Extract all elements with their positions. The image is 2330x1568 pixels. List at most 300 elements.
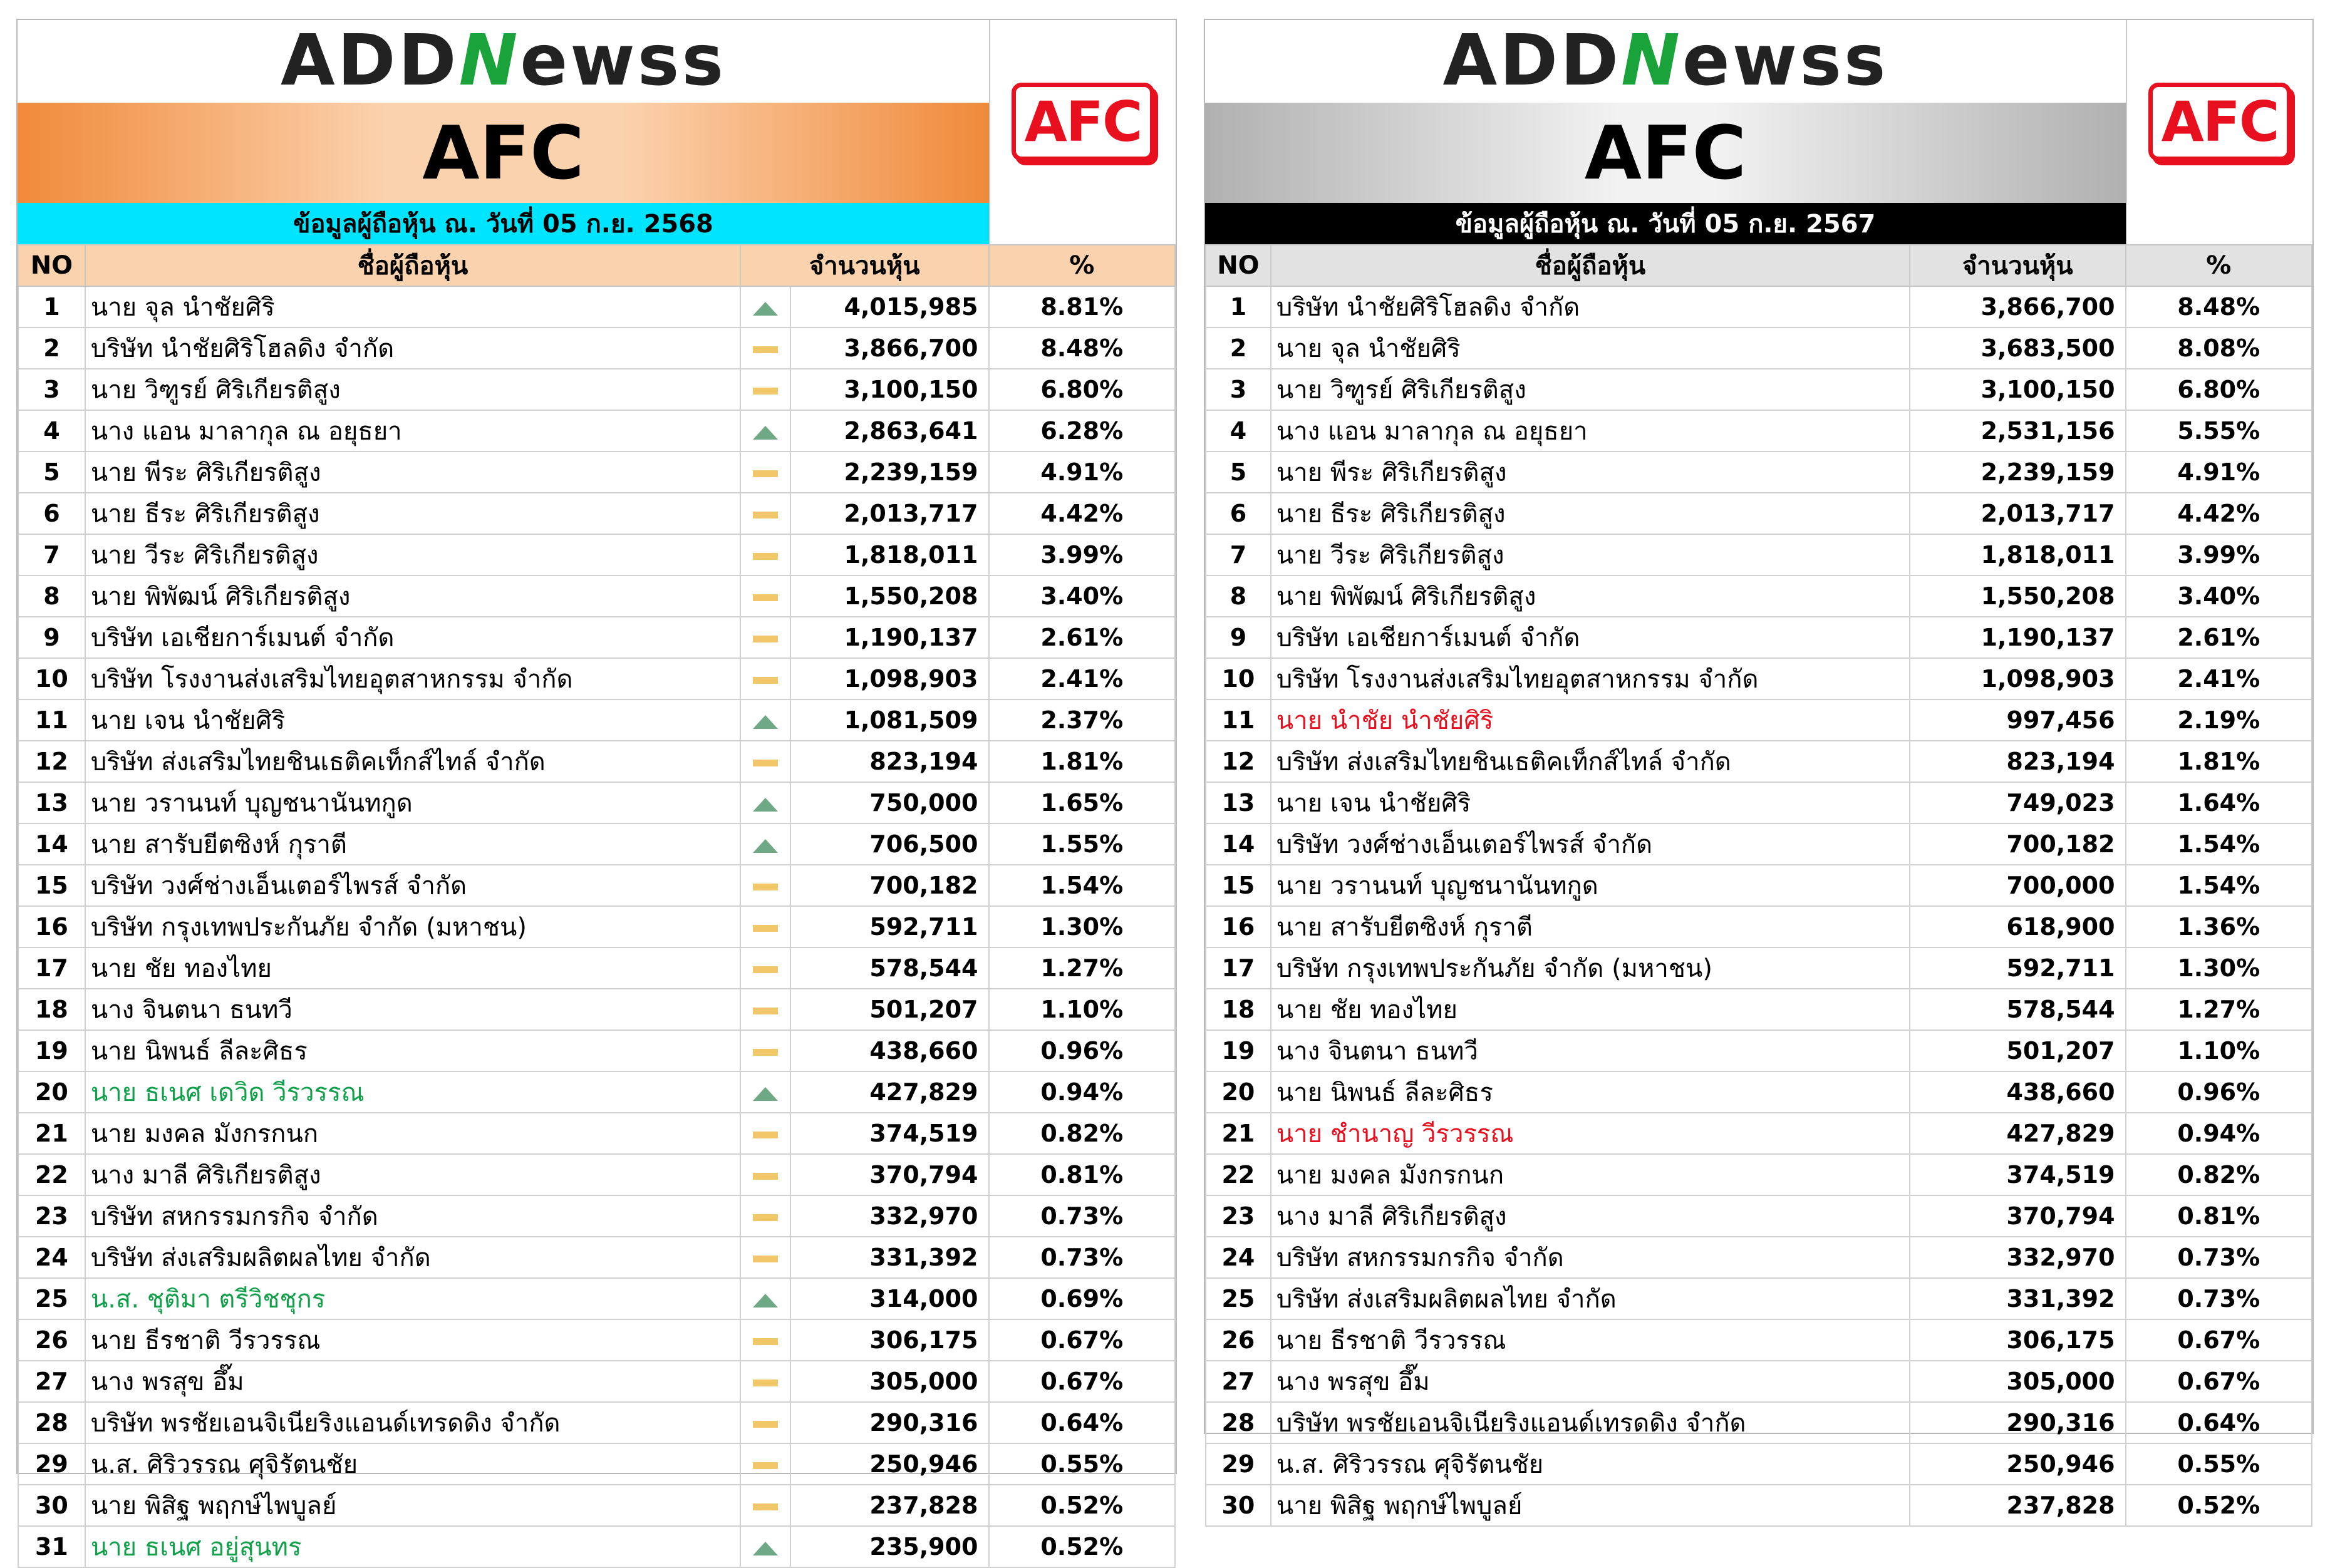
shareholder-name: นาย นิพนธ์ ลีละศิธร (1271, 1071, 1910, 1113)
shareholder-name: นาย นิพนธ์ ลีละศิธร (85, 1030, 740, 1071)
shareholder-name: นาง มาลี ศิริเกียรติสูง (85, 1154, 740, 1195)
table-row (1206, 1030, 2312, 1071)
trend-cell (740, 493, 790, 534)
trend-unchanged-icon (753, 346, 778, 353)
table-row (18, 575, 1175, 617)
share-count: 2,863,641 (790, 410, 989, 451)
table-row (1206, 823, 2312, 865)
share-count: 3,100,150 (790, 369, 989, 410)
table-row (18, 1071, 1175, 1113)
row-number: 18 (1206, 989, 1271, 1030)
row-number: 25 (1206, 1278, 1271, 1319)
trend-unchanged-icon (753, 1421, 778, 1428)
trend-unchanged-icon (753, 1380, 778, 1386)
share-count: 305,000 (790, 1361, 989, 1402)
table-row (18, 906, 1175, 947)
table-row (18, 1402, 1175, 1443)
share-percent: 0.82% (989, 1113, 1176, 1154)
share-count: 823,194 (790, 741, 989, 782)
shareholder-name: นาย เจน นำชัยศิริ (1271, 782, 1910, 823)
share-count: 331,392 (790, 1237, 989, 1278)
table-row (18, 1030, 1175, 1071)
header-shares: จำนวนหุ้น (1910, 245, 2126, 286)
trend-unchanged-icon (753, 925, 778, 932)
trend-cell (740, 865, 790, 906)
table-row (1206, 741, 2312, 782)
row-number: 25 (18, 1278, 85, 1319)
trend-cell (740, 1237, 790, 1278)
share-count: 1,818,011 (1910, 534, 2126, 575)
share-count: 1,190,137 (790, 617, 989, 658)
shareholder-name: น.ส. ชุติมา ตรีวิชชุกร (85, 1278, 740, 1319)
trend-cell (740, 534, 790, 575)
shareholder-name: นาง พรสุข อึ๊ม (1271, 1361, 1910, 1402)
shareholder-name: นาย วีระ ศิริเกียรติสูง (1271, 534, 1910, 575)
afc-badge-cell (989, 20, 1176, 244)
shareholder-name: นาย ธีรชาติ วีรวรรณ (1271, 1319, 1910, 1361)
trend-unchanged-icon (753, 1132, 778, 1138)
table-row (1206, 1402, 2312, 1443)
row-number: 11 (1206, 699, 1271, 741)
share-count: 374,519 (1910, 1154, 2126, 1195)
row-number: 1 (18, 286, 85, 328)
row-number: 12 (1206, 741, 1271, 782)
row-number: 27 (1206, 1361, 1271, 1402)
table-row (18, 328, 1175, 369)
shareholder-name: นาย มงคล มังกรกนก (85, 1113, 740, 1154)
table-row (1206, 658, 2312, 699)
shareholder-name: นาย วีระ ศิริเกียรติสูง (85, 534, 740, 575)
share-count: 750,000 (790, 782, 989, 823)
shareholder-name: นาย พิสิฐ พฤกษ์ไพบูลย์ (85, 1485, 740, 1526)
table-row (18, 1526, 1175, 1567)
shareholder-name: นาย ธีระ ศิริเกียรติสูง (85, 493, 740, 534)
share-percent: 6.28% (989, 410, 1176, 451)
share-percent: 1.54% (989, 865, 1176, 906)
share-percent: 0.52% (989, 1526, 1176, 1567)
trend-cell (740, 947, 790, 989)
shareholder-name: บริษัท กรุงเทพประกันภัย จำกัด (มหาชน) (85, 906, 740, 947)
share-percent: 0.67% (989, 1361, 1176, 1402)
trend-cell (740, 1030, 790, 1071)
table-row (18, 658, 1175, 699)
header-shares: จำนวนหุ้น (740, 245, 989, 286)
trend-up-icon (753, 1542, 778, 1555)
shareholder-name: น.ส. ศิริวรรณ ศุจิรัตนชัย (1271, 1443, 1910, 1485)
trend-cell (740, 1195, 790, 1237)
share-count: 3,866,700 (1910, 286, 2126, 328)
shareholder-name: นาย พิพัฒน์ ศิริเกียรติสูง (85, 575, 740, 617)
table-header-row (18, 245, 1175, 286)
share-percent: 0.82% (2126, 1154, 2312, 1195)
shareholder-name: นาย สารับยีตซิงห์ กุราตี (1271, 906, 1910, 947)
header-pct: % (989, 245, 1176, 286)
share-percent: 1.10% (2126, 1030, 2312, 1071)
shareholder-name: นาย ธเนศ เดวิด วีรวรรณ (85, 1071, 740, 1113)
share-count: 374,519 (790, 1113, 989, 1154)
row-number: 2 (18, 328, 85, 369)
share-percent: 2.37% (989, 699, 1176, 741)
table-row (18, 493, 1175, 534)
table-row (18, 410, 1175, 451)
table-row (1206, 1361, 2312, 1402)
shareholder-name: นาง มาลี ศิริเกียรติสูง (1271, 1195, 1910, 1237)
share-count: 290,316 (1910, 1402, 2126, 1443)
row-number: 16 (18, 906, 85, 947)
table-row (18, 1361, 1175, 1402)
share-count: 1,550,208 (790, 575, 989, 617)
share-count: 4,015,985 (790, 286, 989, 328)
share-percent: 3.99% (2126, 534, 2312, 575)
row-number: 24 (1206, 1237, 1271, 1278)
shareholder-name: นาง จินตนา ธนทวี (85, 989, 740, 1030)
row-number: 4 (1206, 410, 1271, 451)
share-count: 306,175 (1910, 1319, 2126, 1361)
table-row (18, 823, 1175, 865)
table-row (1206, 989, 2312, 1030)
table-row (1206, 1237, 2312, 1278)
row-number: 22 (1206, 1154, 1271, 1195)
shareholder-name: นาย นำชัย นำชัยศิริ (1271, 699, 1910, 741)
share-percent: 3.40% (989, 575, 1176, 617)
header-no: NO (18, 245, 85, 286)
share-count: 1,098,903 (1910, 658, 2126, 699)
trend-cell (740, 410, 790, 451)
shareholder-name: บริษัท นำชัยศิริโฮลดิง จำกัด (85, 328, 740, 369)
row-number: 9 (18, 617, 85, 658)
share-percent: 1.54% (2126, 823, 2312, 865)
trend-cell (740, 1402, 790, 1443)
table-row (1206, 286, 2312, 328)
trend-unchanged-icon (753, 966, 778, 973)
share-percent: 1.64% (2126, 782, 2312, 823)
shareholder-name: บริษัท สหกรรมกรกิจ จำกัด (1271, 1237, 1910, 1278)
row-number: 7 (1206, 534, 1271, 575)
table-row (1206, 1071, 2312, 1113)
trend-unchanged-icon (753, 594, 778, 601)
share-percent: 0.64% (989, 1402, 1176, 1443)
trend-up-icon (753, 715, 778, 729)
share-count: 370,794 (790, 1154, 989, 1195)
share-count: 618,900 (1910, 906, 2126, 947)
date-banner (1205, 203, 2126, 244)
trend-cell (740, 1361, 790, 1402)
table-row (18, 1154, 1175, 1195)
row-number: 23 (1206, 1195, 1271, 1237)
trend-cell (740, 617, 790, 658)
shareholder-name: นาย ธีระ ศิริเกียรติสูง (1271, 493, 1910, 534)
shareholder-name: บริษัท เอเชียการ์เมนต์ จำกัด (1271, 617, 1910, 658)
row-number: 23 (18, 1195, 85, 1237)
trend-cell (740, 286, 790, 328)
row-number: 20 (18, 1071, 85, 1113)
shareholder-name: นาย วิฑูรย์ ศิริเกียรติสูง (1271, 369, 1910, 410)
trend-unchanged-icon (753, 1338, 778, 1345)
row-number: 26 (1206, 1319, 1271, 1361)
table-header-row (1206, 245, 2312, 286)
share-count: 235,900 (790, 1526, 989, 1567)
shareholder-name: บริษัท ส่งเสริมไทยชินเธติคเท็กส์ไทล์ จำกัด (1271, 741, 1910, 782)
trend-cell (740, 1278, 790, 1319)
shareholder-name: นาย สารับยีตซิงห์ กุราตี (85, 823, 740, 865)
row-number: 12 (18, 741, 85, 782)
shareholder-table-2568 (18, 244, 1176, 1568)
share-count: 250,946 (790, 1443, 989, 1485)
row-number: 24 (18, 1237, 85, 1278)
share-percent: 0.67% (989, 1319, 1176, 1361)
share-percent: 0.55% (2126, 1443, 2312, 1485)
share-percent: 6.80% (989, 369, 1176, 410)
row-number: 7 (18, 534, 85, 575)
share-percent: 4.42% (2126, 493, 2312, 534)
trend-unchanged-icon (753, 470, 778, 477)
share-count: 290,316 (790, 1402, 989, 1443)
share-count: 3,866,700 (790, 328, 989, 369)
header-name: ชื่อผู้ถือหุ้น (85, 245, 740, 286)
row-number: 5 (1206, 451, 1271, 493)
shareholder-name: บริษัท สหกรรมกรกิจ จำกัด (85, 1195, 740, 1237)
shareholder-name: นาย จุล นำชัยศิริ (85, 286, 740, 328)
share-percent: 0.67% (2126, 1319, 2312, 1361)
trend-unchanged-icon (753, 1214, 778, 1221)
table-row (1206, 1485, 2312, 1526)
shareholder-name: นาง จินตนา ธนทวี (1271, 1030, 1910, 1071)
row-number: 28 (18, 1402, 85, 1443)
trend-cell (740, 699, 790, 741)
row-number: 3 (18, 369, 85, 410)
table-row (1206, 1278, 2312, 1319)
row-number: 16 (1206, 906, 1271, 947)
logo-text-n: N (458, 20, 520, 101)
share-percent: 0.73% (989, 1237, 1176, 1278)
trend-unchanged-icon (753, 553, 778, 560)
addnewss-logo (1205, 20, 2126, 101)
row-number: 5 (18, 451, 85, 493)
table-row (1206, 410, 2312, 451)
table-row (1206, 617, 2312, 658)
row-number: 18 (18, 989, 85, 1030)
share-count: 501,207 (790, 989, 989, 1030)
shareholder-name: บริษัท วงศ์ช่างเอ็นเตอร์ไพรส์ จำกัด (1271, 823, 1910, 865)
trend-unchanged-icon (753, 388, 778, 395)
trend-up-icon (753, 1087, 778, 1101)
share-count: 314,000 (790, 1278, 989, 1319)
share-count: 1,550,208 (1910, 575, 2126, 617)
logo-text-n: N (1621, 20, 1682, 101)
shareholder-name: บริษัท พรชัยเอนจิเนียริงแอนด์เทรดดิง จำกัด (85, 1402, 740, 1443)
shareholder-name: นาย มงคล มังกรกนก (1271, 1154, 1910, 1195)
share-percent: 6.80% (2126, 369, 2312, 410)
table-row (18, 369, 1175, 410)
share-percent: 1.27% (989, 947, 1176, 989)
row-number: 28 (1206, 1402, 1271, 1443)
row-number: 21 (1206, 1113, 1271, 1154)
share-percent: 1.81% (989, 741, 1176, 782)
table-row (18, 1195, 1175, 1237)
table-row (1206, 493, 2312, 534)
share-count: 1,098,903 (790, 658, 989, 699)
afc-badge (1012, 83, 1155, 161)
share-percent: 0.73% (2126, 1278, 2312, 1319)
trend-cell (740, 823, 790, 865)
share-count: 438,660 (790, 1030, 989, 1071)
trend-cell (740, 575, 790, 617)
share-percent: 8.81% (989, 286, 1176, 328)
shareholder-name: บริษัท ส่งเสริมไทยชินเธติคเท็กส์ไทล์ จำกัด (85, 741, 740, 782)
trend-cell (740, 1154, 790, 1195)
share-count: 1,190,137 (1910, 617, 2126, 658)
share-count: 331,392 (1910, 1278, 2126, 1319)
share-count: 578,544 (1910, 989, 2126, 1030)
ticker-banner (18, 103, 989, 203)
shareholder-name: บริษัท นำชัยศิริโฮลดิง จำกัด (1271, 286, 1910, 328)
share-percent: 2.61% (2126, 617, 2312, 658)
share-count: 3,100,150 (1910, 369, 2126, 410)
table-row (1206, 906, 2312, 947)
header-no: NO (1206, 245, 1271, 286)
share-percent: 8.48% (989, 328, 1176, 369)
row-number: 8 (18, 575, 85, 617)
ticker-title: AFC (1584, 110, 1747, 196)
share-count: 706,500 (790, 823, 989, 865)
shareholder-name: นาย พีระ ศิริเกียรติสูง (1271, 451, 1910, 493)
table-row (18, 947, 1175, 989)
trend-unchanged-icon (753, 1008, 778, 1014)
shareholder-name: นาย ชัย ทองไทย (1271, 989, 1910, 1030)
row-number: 17 (18, 947, 85, 989)
shareholder-name: นาย พีระ ศิริเกียรติสูง (85, 451, 740, 493)
row-number: 6 (18, 493, 85, 534)
share-count: 370,794 (1910, 1195, 2126, 1237)
date-label: ข้อมูลผู้ถือหุ้น ณ. วันที่ 05 ก.ย. 2567 (1455, 210, 1876, 239)
logo-text-ewss: ewss (520, 20, 727, 101)
row-number: 19 (18, 1030, 85, 1071)
row-number: 9 (1206, 617, 1271, 658)
share-count: 2,013,717 (790, 493, 989, 534)
share-percent: 0.81% (2126, 1195, 2312, 1237)
row-number: 26 (18, 1319, 85, 1361)
share-percent: 0.73% (2126, 1237, 2312, 1278)
share-percent: 0.81% (989, 1154, 1176, 1195)
table-row (18, 1113, 1175, 1154)
table-row (1206, 534, 2312, 575)
share-count: 2,239,159 (790, 451, 989, 493)
row-number: 10 (18, 658, 85, 699)
share-percent: 1.10% (989, 989, 1176, 1030)
afc-badge-cell (2126, 20, 2312, 244)
logo-text-add: ADD (280, 20, 459, 101)
trend-unchanged-icon (753, 636, 778, 642)
row-number: 15 (18, 865, 85, 906)
table-row (18, 989, 1175, 1030)
shareholder-name: นาย ธเนศ อยู่สุนทร (85, 1526, 740, 1567)
table-row (1206, 1319, 2312, 1361)
table-body-2568 (18, 286, 1175, 1567)
share-count: 700,000 (1910, 865, 2126, 906)
table-row (1206, 1154, 2312, 1195)
trend-unchanged-icon (753, 1256, 778, 1262)
table-row (18, 1319, 1175, 1361)
shareholder-name: บริษัท วงศ์ช่างเอ็นเตอร์ไพรส์ จำกัด (85, 865, 740, 906)
share-percent: 0.94% (2126, 1113, 2312, 1154)
row-number: 4 (18, 410, 85, 451)
share-percent: 0.94% (989, 1071, 1176, 1113)
trend-cell (740, 1319, 790, 1361)
shareholder-name: นาย เจน นำชัยศิริ (85, 699, 740, 741)
trend-up-icon (753, 798, 778, 812)
share-percent: 0.64% (2126, 1402, 2312, 1443)
share-count: 1,081,509 (790, 699, 989, 741)
row-number: 11 (18, 699, 85, 741)
shareholder-name: บริษัท เอเชียการ์เมนต์ จำกัด (85, 617, 740, 658)
share-percent: 2.41% (989, 658, 1176, 699)
trend-cell (740, 1443, 790, 1485)
date-label: ข้อมูลผู้ถือหุ้น ณ. วันที่ 05 ก.ย. 2568 (293, 210, 713, 239)
share-percent: 1.30% (2126, 947, 2312, 989)
table-row (1206, 782, 2312, 823)
table-row (1206, 1443, 2312, 1485)
share-count: 2,531,156 (1910, 410, 2126, 451)
share-count: 501,207 (1910, 1030, 2126, 1071)
table-row (18, 782, 1175, 823)
ticker-banner (1205, 103, 2126, 203)
afc-badge-text: AFC (2161, 90, 2279, 154)
share-percent: 0.73% (989, 1195, 1176, 1237)
table-row (18, 1443, 1175, 1485)
share-count: 332,970 (790, 1195, 989, 1237)
share-count: 427,829 (790, 1071, 989, 1113)
table-row (18, 865, 1175, 906)
share-percent: 1.55% (989, 823, 1176, 865)
share-count: 3,683,500 (1910, 328, 2126, 369)
shareholder-name: นาง แอน มาลากุล ณ อยุธยา (85, 410, 740, 451)
share-count: 438,660 (1910, 1071, 2126, 1113)
date-banner (18, 203, 989, 244)
trend-up-icon (753, 839, 778, 853)
share-count: 237,828 (1910, 1485, 2126, 1526)
trend-cell (740, 1071, 790, 1113)
share-percent: 5.55% (2126, 410, 2312, 451)
share-count: 332,970 (1910, 1237, 2126, 1278)
trend-cell (740, 1485, 790, 1526)
shareholder-name: บริษัท โรงงานส่งเสริมไทยอุตสาหกรรม จำกัด (1271, 658, 1910, 699)
table-row (18, 451, 1175, 493)
share-percent: 1.54% (2126, 865, 2312, 906)
share-percent: 8.48% (2126, 286, 2312, 328)
shareholder-name: นาย วรานนท์ บุญชนานันทกูด (1271, 865, 1910, 906)
shareholder-name: นาย พิพัฒน์ ศิริเกียรติสูง (1271, 575, 1910, 617)
table-row (18, 1278, 1175, 1319)
share-percent: 0.55% (989, 1443, 1176, 1485)
row-number: 21 (18, 1113, 85, 1154)
share-count: 1,818,011 (790, 534, 989, 575)
shareholder-table-2567 (1205, 244, 2312, 1527)
share-percent: 1.65% (989, 782, 1176, 823)
trend-cell (740, 451, 790, 493)
share-count: 700,182 (790, 865, 989, 906)
trend-cell (740, 328, 790, 369)
trend-cell (740, 989, 790, 1030)
shareholder-name: นาย วิฑูรย์ ศิริเกียรติสูง (85, 369, 740, 410)
row-number: 20 (1206, 1071, 1271, 1113)
share-percent: 4.91% (2126, 451, 2312, 493)
trend-cell (740, 658, 790, 699)
share-percent: 3.40% (2126, 575, 2312, 617)
table-row (18, 617, 1175, 658)
share-count: 237,828 (790, 1485, 989, 1526)
share-count: 306,175 (790, 1319, 989, 1361)
row-number: 31 (18, 1526, 85, 1567)
